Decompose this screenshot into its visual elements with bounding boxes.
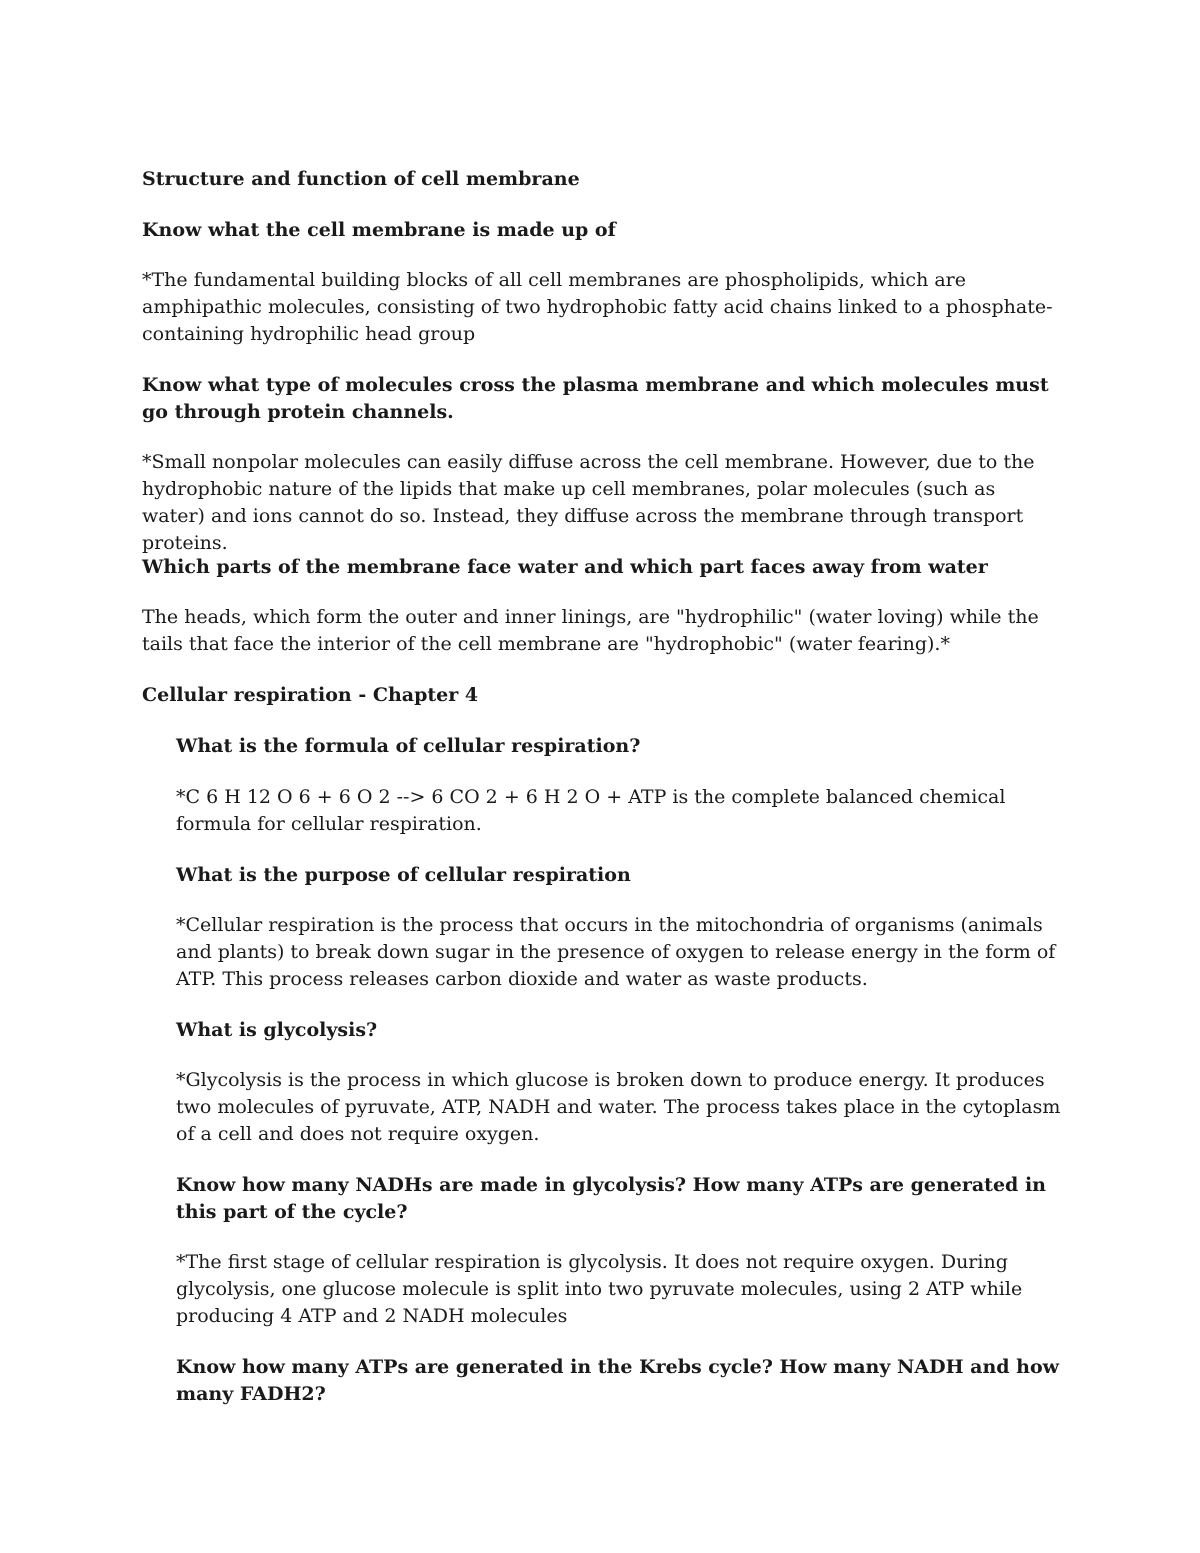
answer-respiration-formula: *C 6 H 12 O 6 + 6 O 2 --> 6 CO 2 + 6 H 2 O + ATP is the complete balanced chemical formula for cellular respiration. xyxy=(176,786,1006,835)
question-membrane-composition: Know what the cell membrane is made up of xyxy=(142,219,616,241)
question-respiration-purpose: What is the purpose of cellular respiration xyxy=(176,864,631,886)
answer-molecules-crossing: *Small nonpolar molecules can easily diffuse across the cell membrane. However, due to the hydrophobic nature of the lipids that make up cell membranes, polar molecules (such as water) and ions cannot do so. Instead, they diffuse across the membrane through transport proteins. xyxy=(142,451,1035,554)
answer-respiration-purpose: *Cellular respiration is the process that occurs in the mitochondria of organisms (animals and plants) to break down sugar in the presence of oxygen to release energy in the form of ATP. This process releases carbon dioxide and water as waste products. xyxy=(176,914,1056,990)
question-water-facing: Which parts of the membrane face water and which part faces away from water xyxy=(142,556,988,578)
answer-membrane-composition: *The fundamental building blocks of all cell membranes are phospholipids, which are amphipathic molecules, consisting of two hydrophobic fatty acid chains linked to a phosphate-containing hydrophilic head group xyxy=(142,269,1053,345)
answer-glycolysis-yield: *The first stage of cellular respiration is glycolysis. It does not require oxygen. During glycolysis, one glucose molecule is split into two pyruvate molecules, using 2 ATP while producing 4 ATP and 2 NADH molecules xyxy=(176,1251,1023,1327)
section-title-cell-membrane: Structure and function of cell membrane xyxy=(142,168,580,190)
section-title-cellular-respiration: Cellular respiration - Chapter 4 xyxy=(142,684,479,706)
question-glycolysis-yield: Know how many NADHs are made in glycolysis? How many ATPs are generated in this part of the cycle? xyxy=(176,1174,1046,1223)
question-krebs-cycle-yield: Know how many ATPs are generated in the Krebs cycle? How many NADH and how many FADH2? xyxy=(176,1356,1060,1405)
answer-water-facing: The heads, which form the outer and inner linings, are "hydrophilic" (water loving) while the tails that face the interior of the cell membrane are "hydrophobic" (water fearing).* xyxy=(142,606,1039,655)
question-respiration-formula: What is the formula of cellular respiration? xyxy=(176,735,641,757)
question-molecules-crossing: Know what type of molecules cross the plasma membrane and which molecules must go through protein channels. xyxy=(142,374,1049,423)
answer-glycolysis: *Glycolysis is the process in which glucose is broken down to produce energy. It produces two molecules of pyruvate, ATP, NADH and water. The process takes place in the cytoplasm of a cell and does not require oxygen. xyxy=(176,1069,1061,1145)
question-glycolysis: What is glycolysis? xyxy=(176,1019,378,1041)
